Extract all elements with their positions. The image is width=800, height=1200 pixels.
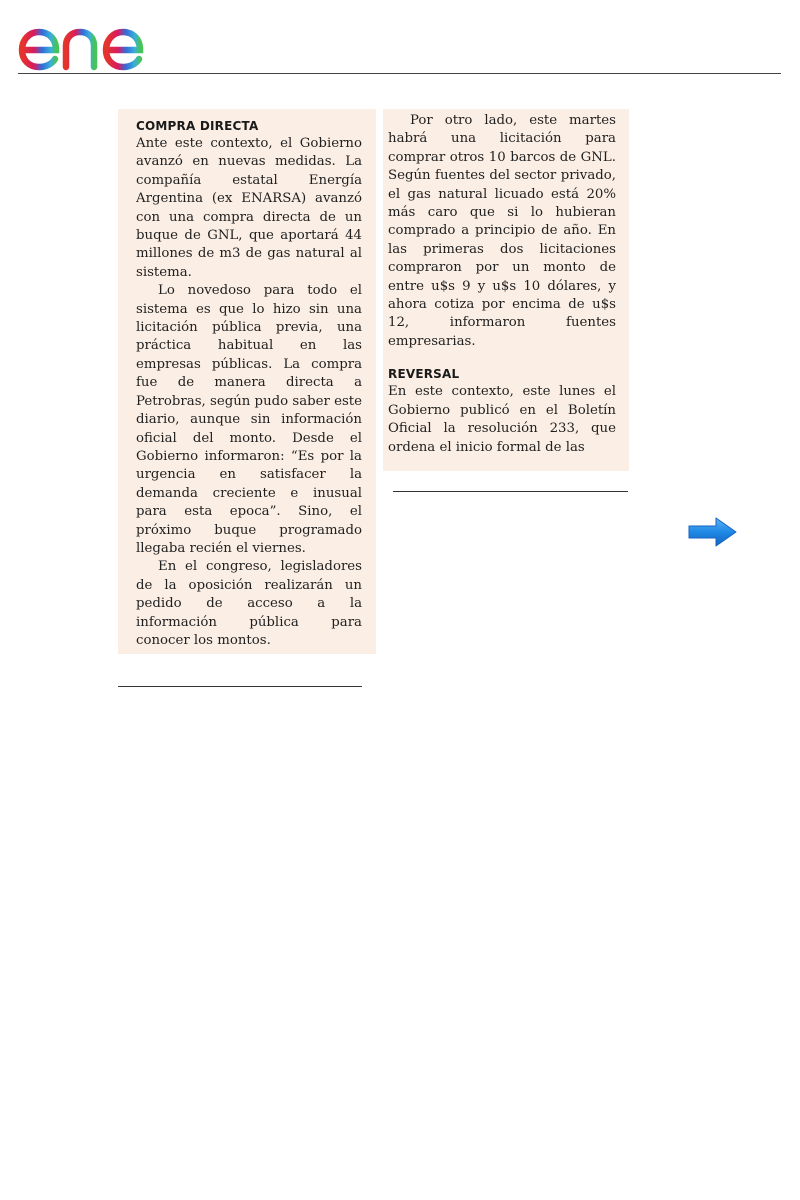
paragraph: Ante este contexto, el Gobierno avanzó en nuevas medidas. La compañía estatal Energía Argentina (ex ENARSA) avanzó con una compra directa de un buque de GNL, que aportará 44 millones de m3 de gas natural al sistema. bbox=[136, 136, 362, 280]
enel-logo bbox=[16, 10, 181, 72]
subhead-reversal: REVERSAL bbox=[388, 367, 460, 382]
arrow-right-icon[interactable] bbox=[686, 516, 738, 548]
clipping-underline-right bbox=[393, 491, 628, 492]
subhead-compra-directa: COMPRA DIRECTA bbox=[136, 119, 259, 133]
article-column-right bbox=[388, 112, 616, 457]
article-clipping-right bbox=[383, 109, 629, 471]
article-column-left bbox=[136, 117, 362, 650]
paragraph: En este contexto, este lunes el Gobierno publicó en el Boletín Oficial la resolución 233, que ordena el inicio formal de las bbox=[388, 384, 616, 455]
paragraph: Por otro lado, este martes habrá una licitación para comprar otros 10 barcos de GNL. Según fuentes del sector privado, el gas natural licuado está 20% más caro que si lo hubieran comprado a principio de año. En las primeras dos licitaciones compraron por un monto de entre u$s 9 y u$s 10 dólares, y ahora cotiza por encima de u$s 12, informaron fuentes empresarias. bbox=[388, 113, 616, 349]
paragraph: Lo novedoso para todo el sistema es que lo hizo sin una licitación pública previa, una práctica habitual en las empresas públicas. La compra fue de manera directa a Petrobras, según pudo saber este diario, aunque sin información oficial del monto. Desde el Gobierno informaron: “Es por la urgencia en satisfacer la demanda creciente e inusual para esta epoca”. Sino, el próximo buque programado llegaba recién el viernes. bbox=[136, 283, 362, 556]
header-divider bbox=[18, 73, 781, 74]
article-clipping-left bbox=[118, 109, 376, 654]
paragraph: En el congreso, legisladores de la oposición realizarán un pedido de acceso a la información pública para conocer los montos. bbox=[136, 559, 362, 648]
clipping-underline-left bbox=[118, 686, 362, 687]
